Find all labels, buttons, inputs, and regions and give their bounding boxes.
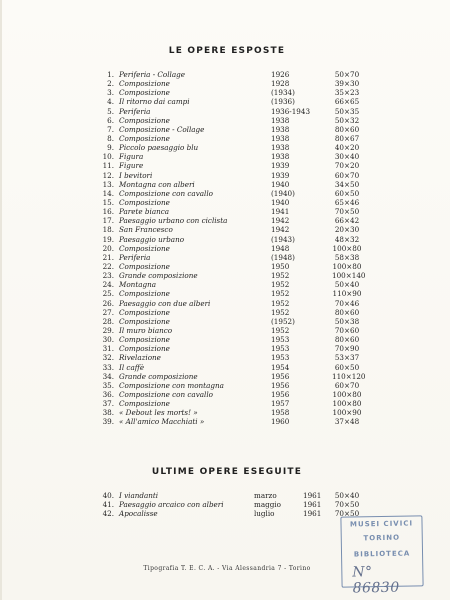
work-title: Paesaggio arcaico con alberi	[119, 500, 224, 510]
work-number: 8.	[107, 133, 114, 143]
work-title: I viandanti	[119, 491, 159, 500]
work-title: Composizione	[119, 344, 170, 354]
work-title: I bevitori	[119, 170, 153, 180]
work-year: (1948)	[271, 252, 295, 262]
work-dimensions: 80×60	[334, 335, 360, 345]
work-dimensions: 50×38	[334, 316, 360, 326]
work-row	[2, 289, 450, 298]
work-dimensions: 34×50	[334, 179, 360, 189]
work-number: 36.	[102, 389, 114, 399]
work-title: Grande composizione	[119, 371, 198, 381]
section-heading-latest-works: ULTIME OPERE ESEGUITE	[151, 467, 303, 477]
work-number: 24.	[102, 280, 114, 290]
work-year: (1943)	[271, 234, 295, 244]
work-dimensions: 20×30	[334, 225, 360, 235]
work-title: Composizione	[119, 115, 170, 125]
work-year: 1950	[271, 261, 290, 271]
work-row	[2, 171, 450, 180]
work-row	[2, 180, 450, 189]
work-number: 9.	[107, 143, 114, 153]
work-title: Composizione	[119, 197, 170, 207]
work-number: 13.	[102, 179, 114, 189]
work-row	[2, 491, 450, 500]
work-number: 15.	[102, 197, 114, 207]
work-title: Piccolo paesaggio blu	[119, 143, 199, 153]
work-row	[2, 280, 450, 289]
work-dimensions: 70×50	[334, 509, 360, 519]
work-number: 42.	[102, 509, 114, 519]
work-number: 2.	[107, 79, 114, 89]
work-title: Composizione	[119, 399, 170, 409]
work-year: 1952	[271, 298, 290, 308]
work-year: (1934)	[271, 88, 295, 98]
work-row	[2, 353, 450, 362]
work-title: Figure	[119, 161, 144, 171]
work-dimensions: 50×40	[334, 280, 360, 290]
work-number: 3.	[107, 88, 114, 98]
work-year: 1938	[271, 133, 290, 143]
work-dimensions: 60×70	[334, 380, 360, 390]
work-year: 1940	[271, 197, 290, 207]
work-title: Apocalisse	[119, 509, 158, 519]
work-year: 1948	[271, 243, 290, 253]
work-row	[2, 161, 450, 170]
work-title: « All'amico Macchiati »	[119, 417, 205, 427]
work-dimensions: 70×50	[334, 207, 360, 217]
work-number: 34.	[102, 371, 114, 381]
work-year: 1952	[271, 280, 290, 290]
work-number: 11.	[102, 161, 114, 171]
work-number: 10.	[102, 152, 114, 162]
work-title: Composizione - Collage	[119, 124, 205, 134]
work-dimensions: 80×60	[334, 307, 360, 317]
work-dimensions: 30×40	[334, 152, 360, 162]
work-title: Composizione con cavallo	[119, 188, 213, 198]
work-month: marzo	[254, 491, 277, 500]
work-number: 1.	[107, 70, 114, 79]
work-dimensions: 50×40	[334, 491, 360, 500]
work-title: Composizione	[119, 307, 170, 317]
work-dimensions: 65×46	[334, 197, 360, 207]
work-number: 25.	[102, 289, 114, 299]
work-year: 1961	[303, 509, 322, 519]
work-year: (1940)	[271, 188, 295, 198]
work-row	[2, 244, 450, 253]
work-row	[2, 390, 450, 399]
work-year: 1961	[303, 491, 322, 500]
work-dimensions: 48×32	[334, 234, 360, 244]
work-title: Periferia - Collage	[119, 70, 185, 79]
work-year: (1936)	[271, 97, 295, 107]
work-dimensions: 110×90	[332, 289, 362, 299]
work-year: 1938	[271, 124, 290, 134]
work-year: 1953	[271, 353, 290, 363]
work-number: 7.	[107, 124, 114, 134]
work-row	[2, 344, 450, 353]
work-dimensions: 100×80	[332, 243, 362, 253]
work-dimensions: 39×30	[334, 79, 360, 89]
work-title: Composizione	[119, 133, 170, 143]
work-row	[2, 152, 450, 161]
work-dimensions: 53×37	[334, 353, 360, 363]
work-title: Composizione	[119, 316, 170, 326]
work-row	[2, 262, 450, 271]
work-number: 6.	[107, 115, 114, 125]
work-row	[2, 235, 450, 244]
stamp-line-2: TORINO	[363, 533, 401, 543]
work-year: 1928	[271, 79, 290, 89]
work-row	[2, 408, 450, 417]
work-number: 33.	[102, 362, 114, 372]
work-row	[2, 317, 450, 326]
work-row	[2, 363, 450, 372]
work-row	[2, 253, 450, 262]
work-number: 31.	[102, 344, 114, 354]
work-title: Composizione	[119, 335, 170, 345]
work-row	[2, 308, 450, 317]
work-title: Composizione	[119, 88, 170, 98]
work-title: Grande composizione	[119, 271, 198, 281]
work-number: 27.	[102, 307, 114, 317]
work-row	[2, 216, 450, 225]
work-row	[2, 143, 450, 152]
work-title: Figura	[119, 152, 144, 162]
work-year: 1952	[271, 325, 290, 335]
work-dimensions: 100×80	[332, 399, 362, 409]
work-year: 1942	[271, 216, 290, 226]
work-number: 29.	[102, 325, 114, 335]
work-month: luglio	[254, 509, 275, 519]
work-number: 16.	[102, 207, 114, 217]
work-year: 1938	[271, 152, 290, 162]
work-row	[2, 417, 450, 426]
work-dimensions: 70×90	[334, 344, 360, 354]
work-year: 1953	[271, 335, 290, 345]
work-year: 1938	[271, 115, 290, 125]
work-row	[2, 189, 450, 198]
work-number: 30.	[102, 335, 114, 345]
work-row	[2, 88, 450, 97]
work-year: 1958	[271, 408, 290, 418]
work-number: 37.	[102, 399, 114, 409]
work-year: 1961	[303, 500, 322, 510]
work-title: Parete bianca	[119, 207, 170, 217]
work-number: 39.	[102, 417, 114, 427]
work-title: Composizione	[119, 289, 170, 299]
work-year: 1941	[271, 207, 290, 217]
work-year: 1952	[271, 271, 290, 281]
work-row	[2, 225, 450, 234]
work-row	[2, 372, 450, 381]
work-row	[2, 134, 450, 143]
work-number: 35.	[102, 380, 114, 390]
work-dimensions: 66×65	[334, 97, 360, 107]
work-dimensions: 100×90	[332, 408, 362, 418]
latest-works-list	[2, 491, 450, 518]
work-dimensions: 60×70	[334, 170, 360, 180]
work-row	[2, 107, 450, 116]
work-year: (1952)	[271, 316, 295, 326]
work-year: 1952	[271, 307, 290, 317]
work-row	[2, 335, 450, 344]
work-dimensions: 70×46	[334, 298, 360, 308]
work-dimensions: 110×120	[332, 371, 366, 381]
work-title: « Debout les morts! »	[119, 408, 198, 418]
work-number: 17.	[102, 216, 114, 226]
work-number: 40.	[102, 491, 114, 500]
work-row	[2, 399, 450, 408]
work-year: 1938	[271, 143, 290, 153]
work-year: 1942	[271, 225, 290, 235]
work-year: 1957	[271, 399, 290, 409]
work-title: Paesaggio urbano con ciclista	[119, 216, 228, 226]
work-row	[2, 70, 450, 79]
work-row	[2, 79, 450, 88]
work-number: 20.	[102, 243, 114, 253]
work-number: 38.	[102, 408, 114, 418]
work-row	[2, 381, 450, 390]
work-title: Composizione con montagna	[119, 380, 224, 390]
work-title: Il ritorno dai campi	[119, 97, 190, 107]
work-year: 1939	[271, 161, 290, 171]
work-row	[2, 116, 450, 125]
work-year: 1954	[271, 362, 290, 372]
work-title: Periferia	[119, 252, 151, 262]
work-row	[2, 299, 450, 308]
work-dimensions: 100×140	[332, 271, 366, 281]
stamp-line-1: MUSEI CIVICI	[349, 519, 414, 529]
work-title: Periferia	[119, 106, 151, 116]
work-dimensions: 66×42	[334, 216, 360, 226]
work-title: Il muro bianco	[119, 325, 173, 335]
stamp-inventory-number: N° 86830	[352, 564, 400, 597]
work-title: Paesaggio urbano	[119, 234, 185, 244]
work-number: 41.	[102, 500, 114, 510]
work-dimensions: 60×50	[334, 188, 360, 198]
work-title: San Francesco	[119, 225, 173, 235]
work-number: 26.	[102, 298, 114, 308]
work-row	[2, 271, 450, 280]
work-year: 1940	[271, 179, 290, 189]
work-row	[2, 326, 450, 335]
work-year: 1956	[271, 389, 290, 399]
work-number: 23.	[102, 271, 114, 281]
work-dimensions: 50×32	[334, 115, 360, 125]
work-row	[2, 97, 450, 106]
work-row	[2, 207, 450, 216]
work-year: 1952	[271, 289, 290, 299]
work-row	[2, 198, 450, 207]
work-dimensions: 80×60	[334, 124, 360, 134]
work-number: 4.	[107, 97, 114, 107]
work-number: 28.	[102, 316, 114, 326]
work-title: Montagna	[119, 280, 157, 290]
work-dimensions: 100×80	[332, 261, 362, 271]
work-title: Paesaggio con due alberi	[119, 298, 211, 308]
work-month: maggio	[254, 500, 281, 510]
work-row	[2, 125, 450, 134]
printer-footer: Tipografia T. E. C. A. - Via Alessandria 7 - Torino	[143, 565, 311, 572]
work-dimensions: 80×67	[334, 133, 360, 143]
work-dimensions: 70×50	[334, 500, 360, 510]
work-year: 1953	[271, 344, 290, 354]
stamp-line-3: BIBLIOTECA	[353, 549, 411, 559]
work-dimensions: 35×23	[334, 88, 360, 98]
work-dimensions: 60×50	[334, 362, 360, 372]
work-dimensions: 58×38	[334, 252, 360, 262]
library-stamp	[340, 515, 423, 597]
work-year: 1939	[271, 170, 290, 180]
work-number: 12.	[102, 170, 114, 180]
section-heading-exhibited-works: LE OPERE ESPOSTE	[168, 46, 286, 56]
work-number: 18.	[102, 225, 114, 235]
work-number: 19.	[102, 234, 114, 244]
work-year: 1936-1943	[271, 106, 311, 116]
work-year: 1960	[271, 417, 290, 427]
work-number: 5.	[107, 106, 114, 116]
work-title: Il caffè	[119, 362, 145, 372]
work-title: Composizione	[119, 243, 170, 253]
work-title: Composizione	[119, 261, 170, 271]
work-number: 22.	[102, 261, 114, 271]
work-number: 32.	[102, 353, 114, 363]
work-title: Composizione	[119, 79, 170, 89]
exhibited-works-list	[2, 70, 450, 426]
work-title: Composizione con cavallo	[119, 389, 213, 399]
work-dimensions: 50×70	[334, 70, 360, 79]
work-title: Montagna con alberi	[119, 179, 195, 189]
work-title: Rivelazione	[119, 353, 161, 363]
work-dimensions: 100×80	[332, 389, 362, 399]
work-dimensions: 37×48	[334, 417, 360, 427]
work-year: 1926	[271, 70, 290, 79]
work-dimensions: 40×20	[334, 143, 360, 153]
work-row	[2, 500, 450, 509]
work-dimensions: 50×35	[334, 106, 360, 116]
work-number: 21.	[102, 252, 114, 262]
work-dimensions: 70×60	[334, 325, 360, 335]
work-dimensions: 70×20	[334, 161, 360, 171]
work-year: 1956	[271, 380, 290, 390]
work-number: 14.	[102, 188, 114, 198]
work-year: 1956	[271, 371, 290, 381]
